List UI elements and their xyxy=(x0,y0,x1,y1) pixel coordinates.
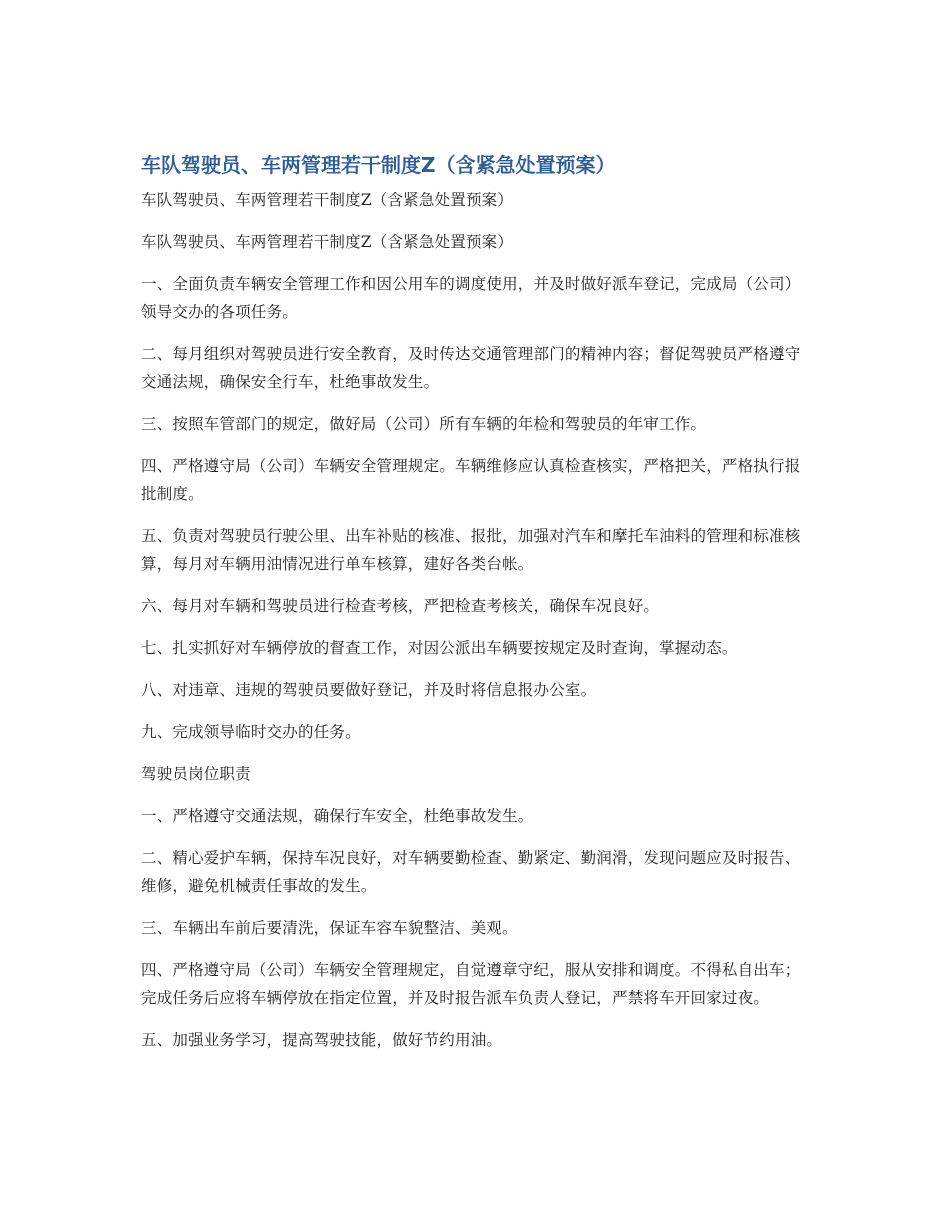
section-heading: 驾驶员岗位职责 xyxy=(141,765,251,783)
paragraph: 一、全面负责车辆安全管理工作和因公用车的调度使用，并及时做好派车登记，完成局（公司）领导交办的各项任务。 xyxy=(141,275,801,321)
paragraph: 四、严格遵守局（公司）车辆安全管理规定。车辆维修应认真检查核实，严格把关，严格执行报批制度。 xyxy=(141,457,801,503)
paragraph: 车队驾驶员、车两管理若干制度Z（含紧急处置预案） xyxy=(141,233,514,251)
paragraph: 四、严格遵守局（公司）车辆安全管理规定，自觉遵章守纪，服从安排和调度。不得私自出车；完成任务后应将车辆停放在指定位置，并及时报告派车负责人登记，严禁将车开回家过夜。 xyxy=(141,961,801,1007)
paragraph: 六、每月对车辆和驾驶员进行检查考核，严把检查考核关，确保车况良好。 xyxy=(141,597,660,615)
document-body xyxy=(141,150,811,1068)
paragraph: 七、扎实抓好对车辆停放的督查工作，对因公派出车辆要按规定及时查询，掌握动态。 xyxy=(141,639,738,657)
paragraph: 二、精心爱护车辆，保持车况良好，对车辆要勤检查、勤紧定、勤润滑，发现问题应及时报告、维修，避免机械责任事故的发生。 xyxy=(141,849,801,895)
paragraph: 三、按照车管部门的规定，做好局（公司）所有车辆的年检和驾驶员的年审工作。 xyxy=(141,415,707,433)
paragraph: 车队驾驶员、车两管理若干制度Z（含紧急处置预案） xyxy=(141,191,514,209)
paragraph: 五、负责对驾驶员行驶公里、出车补贴的核准、报批，加强对汽车和摩托车油料的管理和标准核算，每月对车辆用油情况进行单车核算，建好各类台帐。 xyxy=(141,527,801,573)
paragraph: 二、每月组织对驾驶员进行安全教育，及时传达交通管理部门的精神内容；督促驾驶员严格遵守交通法规，确保安全行车，杜绝事故发生。 xyxy=(141,345,801,391)
paragraph: 八、对违章、违规的驾驶员要做好登记，并及时将信息报办公室。 xyxy=(141,681,597,699)
document-title: 车队驾驶员、车两管理若干制度Z（含紧急处置预案） xyxy=(141,153,616,177)
paragraph: 一、严格遵守交通法规，确保行车安全，杜绝事故发生。 xyxy=(141,807,534,825)
paragraph: 三、车辆出车前后要清洗，保证车容车貌整洁、美观。 xyxy=(141,919,518,937)
paragraph: 五、加强业务学习，提高驾驶技能，做好节约用油。 xyxy=(141,1031,503,1049)
paragraph: 九、完成领导临时交办的任务。 xyxy=(141,723,361,741)
